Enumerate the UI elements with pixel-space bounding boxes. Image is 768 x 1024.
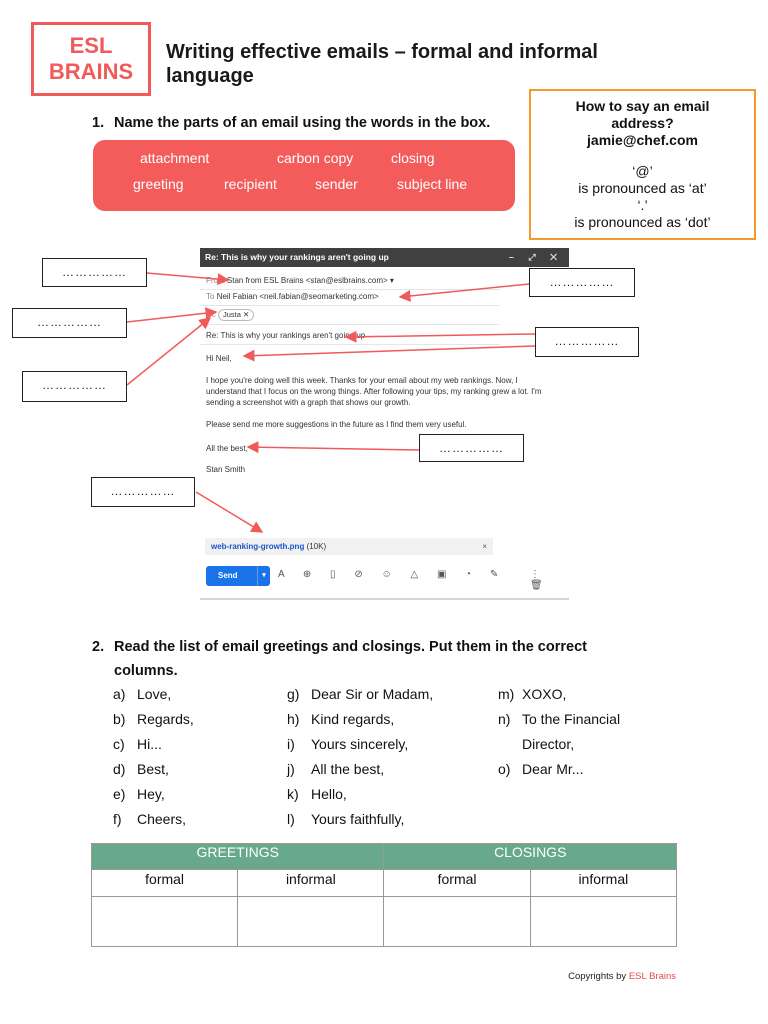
list-item: i) Yours sincerely, xyxy=(287,736,409,752)
table-sub-informal: informal xyxy=(238,870,384,897)
question-1-number: 1. xyxy=(92,115,105,131)
list-item: k) Hello, xyxy=(287,786,347,802)
window-controls-icon[interactable]: – ⤢ ✕ xyxy=(508,252,563,262)
word-sender: sender xyxy=(315,176,358,192)
list-item: o) Dear Mr... xyxy=(498,761,584,777)
list-item: f) Cheers, xyxy=(113,811,187,827)
email-body-line-3: sending a screenshot with a graph that shows our growth. xyxy=(206,398,411,407)
to-label: To xyxy=(206,292,215,301)
list-item: c) Hi... xyxy=(113,736,162,752)
arrow-sender xyxy=(147,273,228,280)
word-greeting: greeting xyxy=(133,176,184,192)
compose-toolbar-icons[interactable]: A ⊕ ▯ ⊘ ☺ △ ▣ ◔ ✎ xyxy=(278,569,507,580)
send-label: Send xyxy=(218,571,238,580)
arrow-recipient xyxy=(400,284,529,297)
table-sub-formal: formal xyxy=(92,870,238,897)
word-closing: closing xyxy=(391,150,435,166)
answer-box-carbon-copy[interactable]: …………… xyxy=(12,308,127,338)
attachment-size: (10K) xyxy=(306,542,327,551)
list-item: m) XOXO, xyxy=(498,686,567,702)
attachment-filename[interactable]: web-ranking-growth.png xyxy=(211,542,305,551)
answer-cell-closings-formal[interactable] xyxy=(384,897,530,947)
answer-box-recipient[interactable]: …………… xyxy=(529,268,635,297)
answer-box-greeting[interactable]: …………… xyxy=(22,371,127,402)
word-carbon-copy: carbon copy xyxy=(277,150,354,166)
arrow-subject-line xyxy=(346,334,535,337)
footer-prefix: Copyrights by xyxy=(568,971,629,982)
list-item: a) Love, xyxy=(113,686,172,702)
arrow-closing xyxy=(248,447,419,450)
to-value[interactable]: Neil Fabian <neil.fabian@seomarketing.com> xyxy=(216,292,379,301)
infobox-symbol-at: ‘@’ xyxy=(632,163,653,179)
word-recipient: recipient xyxy=(224,176,277,192)
question-2-text: Read the list of email greetings and closings. Put them in the correct columns. xyxy=(114,639,587,679)
question-2 xyxy=(92,635,652,683)
copyright-footer xyxy=(568,971,676,982)
footer-brand: ESL Brains xyxy=(628,971,676,982)
cc-label: Cc xyxy=(206,310,216,319)
from-label: From xyxy=(206,276,225,285)
list-item: n) To the Financial xyxy=(498,711,621,727)
email-greeting: Hi Neil, xyxy=(206,354,232,363)
list-item: b) Regards, xyxy=(113,711,194,727)
answer-box-subject-line[interactable]: …………… xyxy=(535,327,639,357)
answer-cell-closings-informal[interactable] xyxy=(530,897,676,947)
send-options-icon[interactable]: ▾ xyxy=(257,566,270,586)
answer-cell-greetings-informal[interactable] xyxy=(238,897,384,947)
email-header-subject: Re: This is why your rankings aren't going up xyxy=(205,252,389,262)
table-header-greetings: GREETINGS xyxy=(92,844,384,870)
email-body-line-4: Please send me more suggestions in the future as I find them very useful. xyxy=(206,420,467,429)
email-body-line-2: understand that I focus on the wrong things. After following your tips, my ranking grew a lot. I'm xyxy=(206,387,542,396)
logo-line-1: ESL xyxy=(69,33,113,58)
email-subject-line[interactable]: Re: This is why your rankings aren't going up xyxy=(206,331,366,340)
word-attachment: attachment xyxy=(140,150,210,166)
email-closing: All the best, xyxy=(206,444,248,453)
page-title: Writing effective emails – formal and informal language xyxy=(166,41,598,87)
greetings-closings-table xyxy=(91,843,677,947)
question-2-number: 2. xyxy=(92,639,105,655)
infobox-at-text: is pronounced as ‘at’ xyxy=(578,180,707,196)
more-and-trash-icons[interactable]: ⋮ 🗑 xyxy=(530,569,551,591)
question-1-text: Name the parts of an email using the words in the box. xyxy=(114,115,491,131)
infobox-symbol-dot: ‘.’ xyxy=(637,197,648,213)
list-item: h) Kind regards, xyxy=(287,711,395,727)
from-value[interactable]: Stan from ESL Brains <stan@eslbrains.com> ▾ xyxy=(226,276,394,285)
infobox-heading-1: How to say an email xyxy=(575,98,710,114)
email-body-line-1: I hope you're doing well this week. Thanks for your email about my web rankings. Now, I xyxy=(206,376,518,385)
table-sub-formal: formal xyxy=(384,870,530,897)
list-item: j) All the best, xyxy=(287,761,385,777)
list-item: g) Dear Sir or Madam, xyxy=(287,686,434,702)
table-header-closings: CLOSINGS xyxy=(384,844,677,870)
answer-box-sender[interactable]: …………… xyxy=(42,258,147,287)
arrow-attachment-top xyxy=(127,318,210,385)
arrow-attachment xyxy=(196,492,262,532)
word-subject-line: subject line xyxy=(397,176,468,192)
arrow-greeting xyxy=(244,346,535,356)
table-sub-informal: informal xyxy=(530,870,676,897)
list-item: e) Hey, xyxy=(113,786,165,802)
infobox-heading-2: address? xyxy=(611,115,674,131)
answer-box-closing[interactable]: …………… xyxy=(419,434,524,462)
cc-chip[interactable]: Justa ✕ xyxy=(218,309,254,321)
list-item: Director, xyxy=(522,736,575,752)
list-item: d) Best, xyxy=(113,761,169,777)
answer-cell-greetings-formal[interactable] xyxy=(92,897,238,947)
remove-attachment-icon[interactable]: × xyxy=(482,542,487,551)
infobox-dot-text: is pronounced as ‘dot’ xyxy=(574,214,711,230)
infobox-address: jamie@chef.com xyxy=(587,132,698,148)
arrow-carbon-copy xyxy=(127,312,216,322)
answer-box-attachment[interactable]: …………… xyxy=(91,477,195,507)
list-item: l) Yours faithfully, xyxy=(287,811,405,827)
logo-line-2: BRAINS xyxy=(48,59,134,84)
email-signature: Stan Smith xyxy=(206,465,246,474)
